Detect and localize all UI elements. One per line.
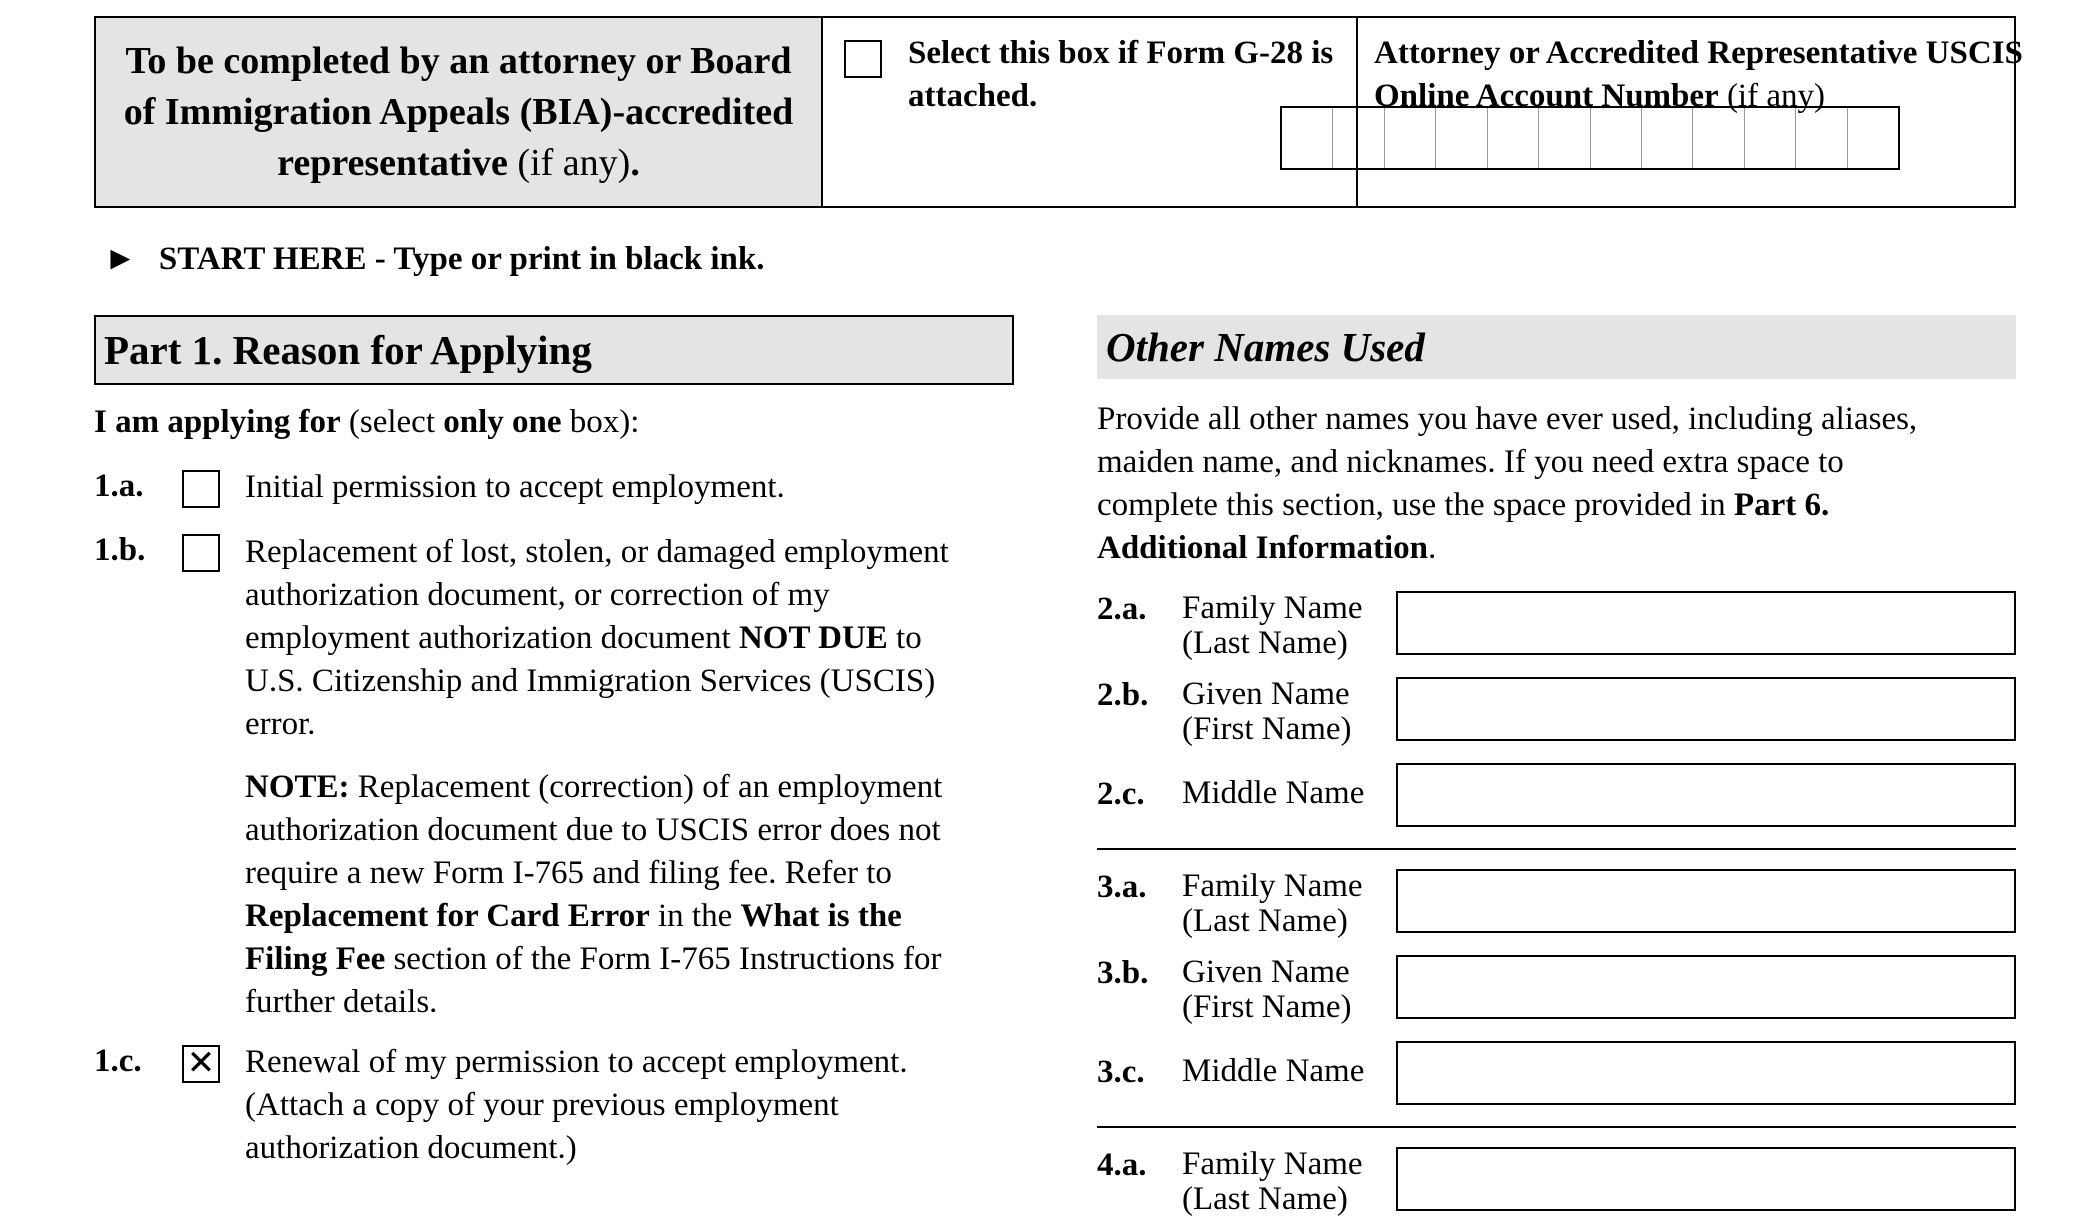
intro-line (1097, 527, 1917, 570)
label-line: Family Name (1182, 868, 1363, 904)
intro-only-one: only one (443, 404, 562, 440)
intro-end: box): (561, 404, 640, 440)
attorney-title (96, 18, 823, 206)
attorney-title-if-any: (if any) (507, 141, 631, 184)
option-1b-line (245, 617, 949, 660)
label-line: Given Name (1182, 676, 1350, 712)
note-line: require a new Form I-765 and filing fee. Refer to (245, 855, 892, 891)
field-3b-label (1182, 955, 1352, 1025)
text: . (1427, 530, 1437, 566)
note-label: NOTE: (245, 769, 350, 805)
field-3a-label (1182, 869, 1363, 939)
label-line: (First Name) (1182, 711, 1352, 747)
account-number-label-if-any: (if any) (1718, 78, 1825, 114)
family-name-4a-field[interactable] (1396, 1147, 2016, 1211)
label-line: Given Name (1182, 954, 1350, 990)
g28-checkbox[interactable] (844, 40, 882, 78)
text: Filing Fee (245, 941, 386, 977)
intro-line: Provide all other names you have ever used, including aliases, (1097, 401, 1918, 437)
not-due-text: NOT DUE (738, 620, 888, 656)
divider (1097, 1126, 2016, 1128)
field-2a-label (1182, 591, 1363, 661)
option-1c-line: (Attach a copy of your previous employment (245, 1087, 839, 1123)
part1-heading: Part 1. Reason for Applying (94, 315, 1014, 385)
text: Part 6. (1733, 487, 1830, 523)
option-1b-checkbox[interactable] (182, 534, 220, 572)
text: Replacement for Card Error (245, 898, 650, 934)
part1-intro (94, 401, 639, 444)
text: section of the Form I-765 Instructions for (385, 941, 942, 977)
g28-cell (823, 18, 1358, 206)
checkmark-x-icon: ✕ (186, 1045, 216, 1082)
intro-plain: (select (340, 404, 444, 440)
option-1b-number: 1.b. (94, 532, 146, 568)
label-line: Family Name (1182, 1146, 1363, 1182)
g28-label: Select this box if Form G-28 is attached. (908, 35, 1334, 114)
start-here (104, 241, 764, 278)
label-line: (Last Name) (1182, 1181, 1348, 1217)
intro-line: maiden name, and nicknames. If you need extra space to (1097, 444, 1844, 480)
option-1a-number: 1.a. (94, 468, 144, 504)
other-names-intro (1097, 398, 1917, 570)
option-1c-number: 1.c. (94, 1043, 142, 1079)
text: Replacement (correction) of an employment (349, 769, 943, 805)
option-1c-line: authorization document.) (245, 1130, 577, 1166)
note-line (245, 938, 942, 981)
option-1a-checkbox[interactable] (182, 470, 220, 508)
note-block (245, 766, 942, 1024)
option-1c-line: Renewal of my permission to accept employment. (245, 1044, 908, 1080)
intro-line (1097, 484, 1917, 527)
other-names-heading: Other Names Used (1097, 315, 2016, 379)
option-1c-label (245, 1041, 908, 1170)
text: in the (649, 898, 741, 934)
field-2b-label (1182, 677, 1352, 747)
divider (1097, 848, 2016, 850)
option-1a-label: Initial permission to accept employment. (245, 469, 785, 505)
field-4a-number: 4.a. (1097, 1147, 1147, 1183)
text: complete this section, use the space provided in (1097, 487, 1734, 523)
option-1b-line: error. (245, 706, 316, 742)
note-line: authorization document due to USCIS error does not (245, 812, 941, 848)
field-2b-number: 2.b. (1097, 677, 1149, 713)
text: to (887, 620, 922, 656)
label-line: (Last Name) (1182, 625, 1348, 661)
option-1b-label (245, 531, 949, 746)
start-arrow-icon: ► (104, 241, 137, 277)
middle-name-3c-field[interactable] (1396, 1041, 2016, 1105)
given-name-2b-field[interactable] (1396, 677, 2016, 741)
middle-name-2c-field[interactable] (1396, 763, 2016, 827)
family-name-2a-field[interactable] (1396, 591, 2016, 655)
field-3a-number: 3.a. (1097, 869, 1147, 905)
note-line (245, 766, 942, 809)
start-here-text: START HERE - Type or print in black ink. (158, 241, 765, 277)
attorney-title-bold: To be completed by an attorney or Board of Immigration Appeals (BIA)-accredited representative (123, 39, 794, 184)
note-line: further details. (245, 984, 438, 1020)
account-number-input[interactable] (1280, 106, 1900, 170)
field-2a-number: 2.a. (1097, 591, 1147, 627)
field-3c-number: 3.c. (1097, 1054, 1145, 1090)
text: employment authorization document (245, 620, 739, 656)
field-3b-number: 3.b. (1097, 955, 1149, 991)
text: Additional Information (1097, 530, 1428, 566)
text: What is the (740, 898, 902, 934)
given-name-3b-field[interactable] (1396, 955, 2016, 1019)
option-1b-line: Replacement of lost, stolen, or damaged employment (245, 534, 949, 570)
field-2c-label: Middle Name (1182, 775, 1365, 811)
option-1b-line: authorization document, or correction of my (245, 577, 830, 613)
family-name-3a-field[interactable] (1396, 869, 2016, 933)
label-line: (First Name) (1182, 989, 1352, 1025)
label-line: (Last Name) (1182, 903, 1348, 939)
field-3c-label: Middle Name (1182, 1053, 1365, 1089)
note-line (245, 895, 942, 938)
option-1c-checkbox[interactable] (182, 1045, 220, 1083)
intro-bold: I am applying for (94, 404, 341, 440)
option-1b-line: U.S. Citizenship and Immigration Services (USCIS) (245, 663, 936, 699)
field-4a-label (1182, 1147, 1363, 1217)
attorney-title-period: . (630, 141, 640, 184)
label-line: Family Name (1182, 590, 1363, 626)
field-2c-number: 2.c. (1097, 776, 1145, 812)
account-number-label-bold: Attorney or Accredited Representative USCIS Online Account Number (1374, 35, 2023, 114)
